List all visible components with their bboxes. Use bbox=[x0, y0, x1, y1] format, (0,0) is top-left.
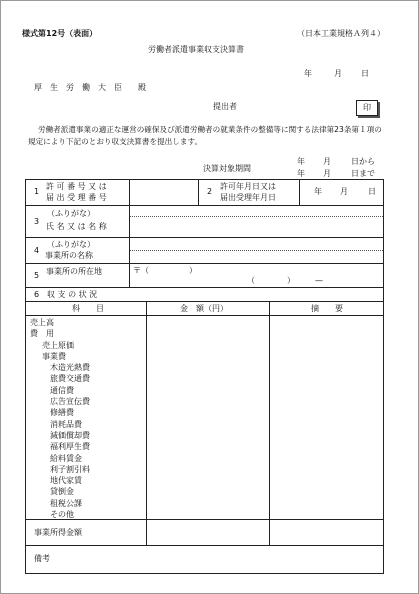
row1-label-line2: 届 出 受 理 番 号 bbox=[46, 193, 107, 202]
item-other: その他 bbox=[50, 510, 74, 519]
row2-day: 日 bbox=[368, 187, 376, 196]
item-bad-debt: 貸倒金 bbox=[50, 487, 74, 497]
period-to-month: 月 bbox=[323, 169, 331, 178]
period-to-year: 年 bbox=[297, 169, 305, 178]
form-number: 様式第12号（表面） bbox=[22, 29, 98, 38]
item-rent: 地代家賃 bbox=[50, 476, 82, 486]
item-communication: 通信費 bbox=[50, 385, 74, 395]
column-note-header: 摘 要 bbox=[311, 304, 343, 313]
row4-furigana: （ふりがな） bbox=[47, 240, 95, 249]
item-travel: 旅費交通費 bbox=[50, 374, 90, 384]
row4-label: 事業所の名称 bbox=[45, 251, 93, 260]
item-salaries: 給料賃金 bbox=[50, 453, 82, 463]
addressee: 厚 生 労 働 大 臣 殿 bbox=[34, 83, 146, 92]
item-expenses: 費 用 bbox=[30, 329, 54, 339]
period-from-day: 日から bbox=[351, 157, 375, 166]
date-day: 日 bbox=[361, 69, 369, 78]
period-label: 決算対象期間 bbox=[203, 164, 251, 173]
row2-label-line2: 届出受理年月日 bbox=[220, 193, 276, 202]
seal-box: 印 bbox=[356, 100, 378, 116]
period-from-year: 年 bbox=[297, 157, 305, 166]
row5-postal: 〒（ ） bbox=[133, 266, 197, 275]
row5-phone: （ ） — bbox=[247, 276, 323, 285]
column-item-header: 科 目 bbox=[72, 304, 104, 313]
row3-label: 氏 名 又 は 名 称 bbox=[46, 222, 107, 231]
row5-label: 事業所の所在地 bbox=[46, 267, 102, 276]
item-depreciation: 減価償却費 bbox=[50, 430, 90, 440]
row3-number: 3 bbox=[34, 217, 40, 226]
row4-number: 4 bbox=[34, 246, 40, 255]
item-repairs: 修繕費 bbox=[50, 408, 74, 418]
row2-number: 2 bbox=[207, 187, 213, 196]
period-to-day: 日まで bbox=[351, 169, 375, 178]
date-month: 月 bbox=[334, 69, 342, 78]
document-title: 労働者派遣事業収支決算書 bbox=[148, 45, 244, 54]
item-sales: 売上高 bbox=[30, 318, 54, 327]
item-cost-of-sales: 売上原価 bbox=[42, 340, 74, 350]
row6-label: 収 支 の 状 況 bbox=[47, 290, 98, 299]
date-year: 年 bbox=[304, 69, 312, 78]
row2-label-line1: 許可年月日又は bbox=[220, 182, 276, 191]
row3-furigana: （ふりがな） bbox=[47, 209, 95, 218]
item-business-expenses: 事業費 bbox=[42, 351, 66, 361]
row2-month: 月 bbox=[340, 187, 348, 196]
profit-label: 事業所得金額 bbox=[34, 528, 82, 537]
item-taxes: 租税公課 bbox=[50, 498, 82, 508]
column-amount-header: 金 額（円） bbox=[180, 304, 228, 313]
row1-number: 1 bbox=[34, 187, 40, 196]
period-from-month: 月 bbox=[323, 157, 331, 166]
item-welfare: 福利厚生費 bbox=[50, 442, 90, 452]
remarks-label: 備考 bbox=[34, 554, 50, 563]
item-utilities: 木造光熱費 bbox=[50, 363, 90, 373]
row5-number: 5 bbox=[34, 271, 40, 280]
standard-label: （日本工業規格Ａ列４） bbox=[297, 29, 385, 38]
row1-label-line1: 許 可 番 号 又 は bbox=[46, 182, 107, 191]
row6-number: 6 bbox=[34, 290, 40, 299]
row2-year: 年 bbox=[314, 187, 322, 196]
item-supplies: 消耗品費 bbox=[50, 419, 82, 429]
item-advertising: 広告宣伝費 bbox=[50, 397, 90, 407]
statement-text: 労働者派遣事業の適正な運営の確保及び派遣労働者の就業条件の整備等に関する法律第23条第１項の規定により下記のとおり収支決算書を提出します。 bbox=[28, 125, 382, 146]
submitter-label: 提出者 bbox=[213, 102, 237, 111]
item-interest: 利子割引料 bbox=[50, 464, 90, 474]
